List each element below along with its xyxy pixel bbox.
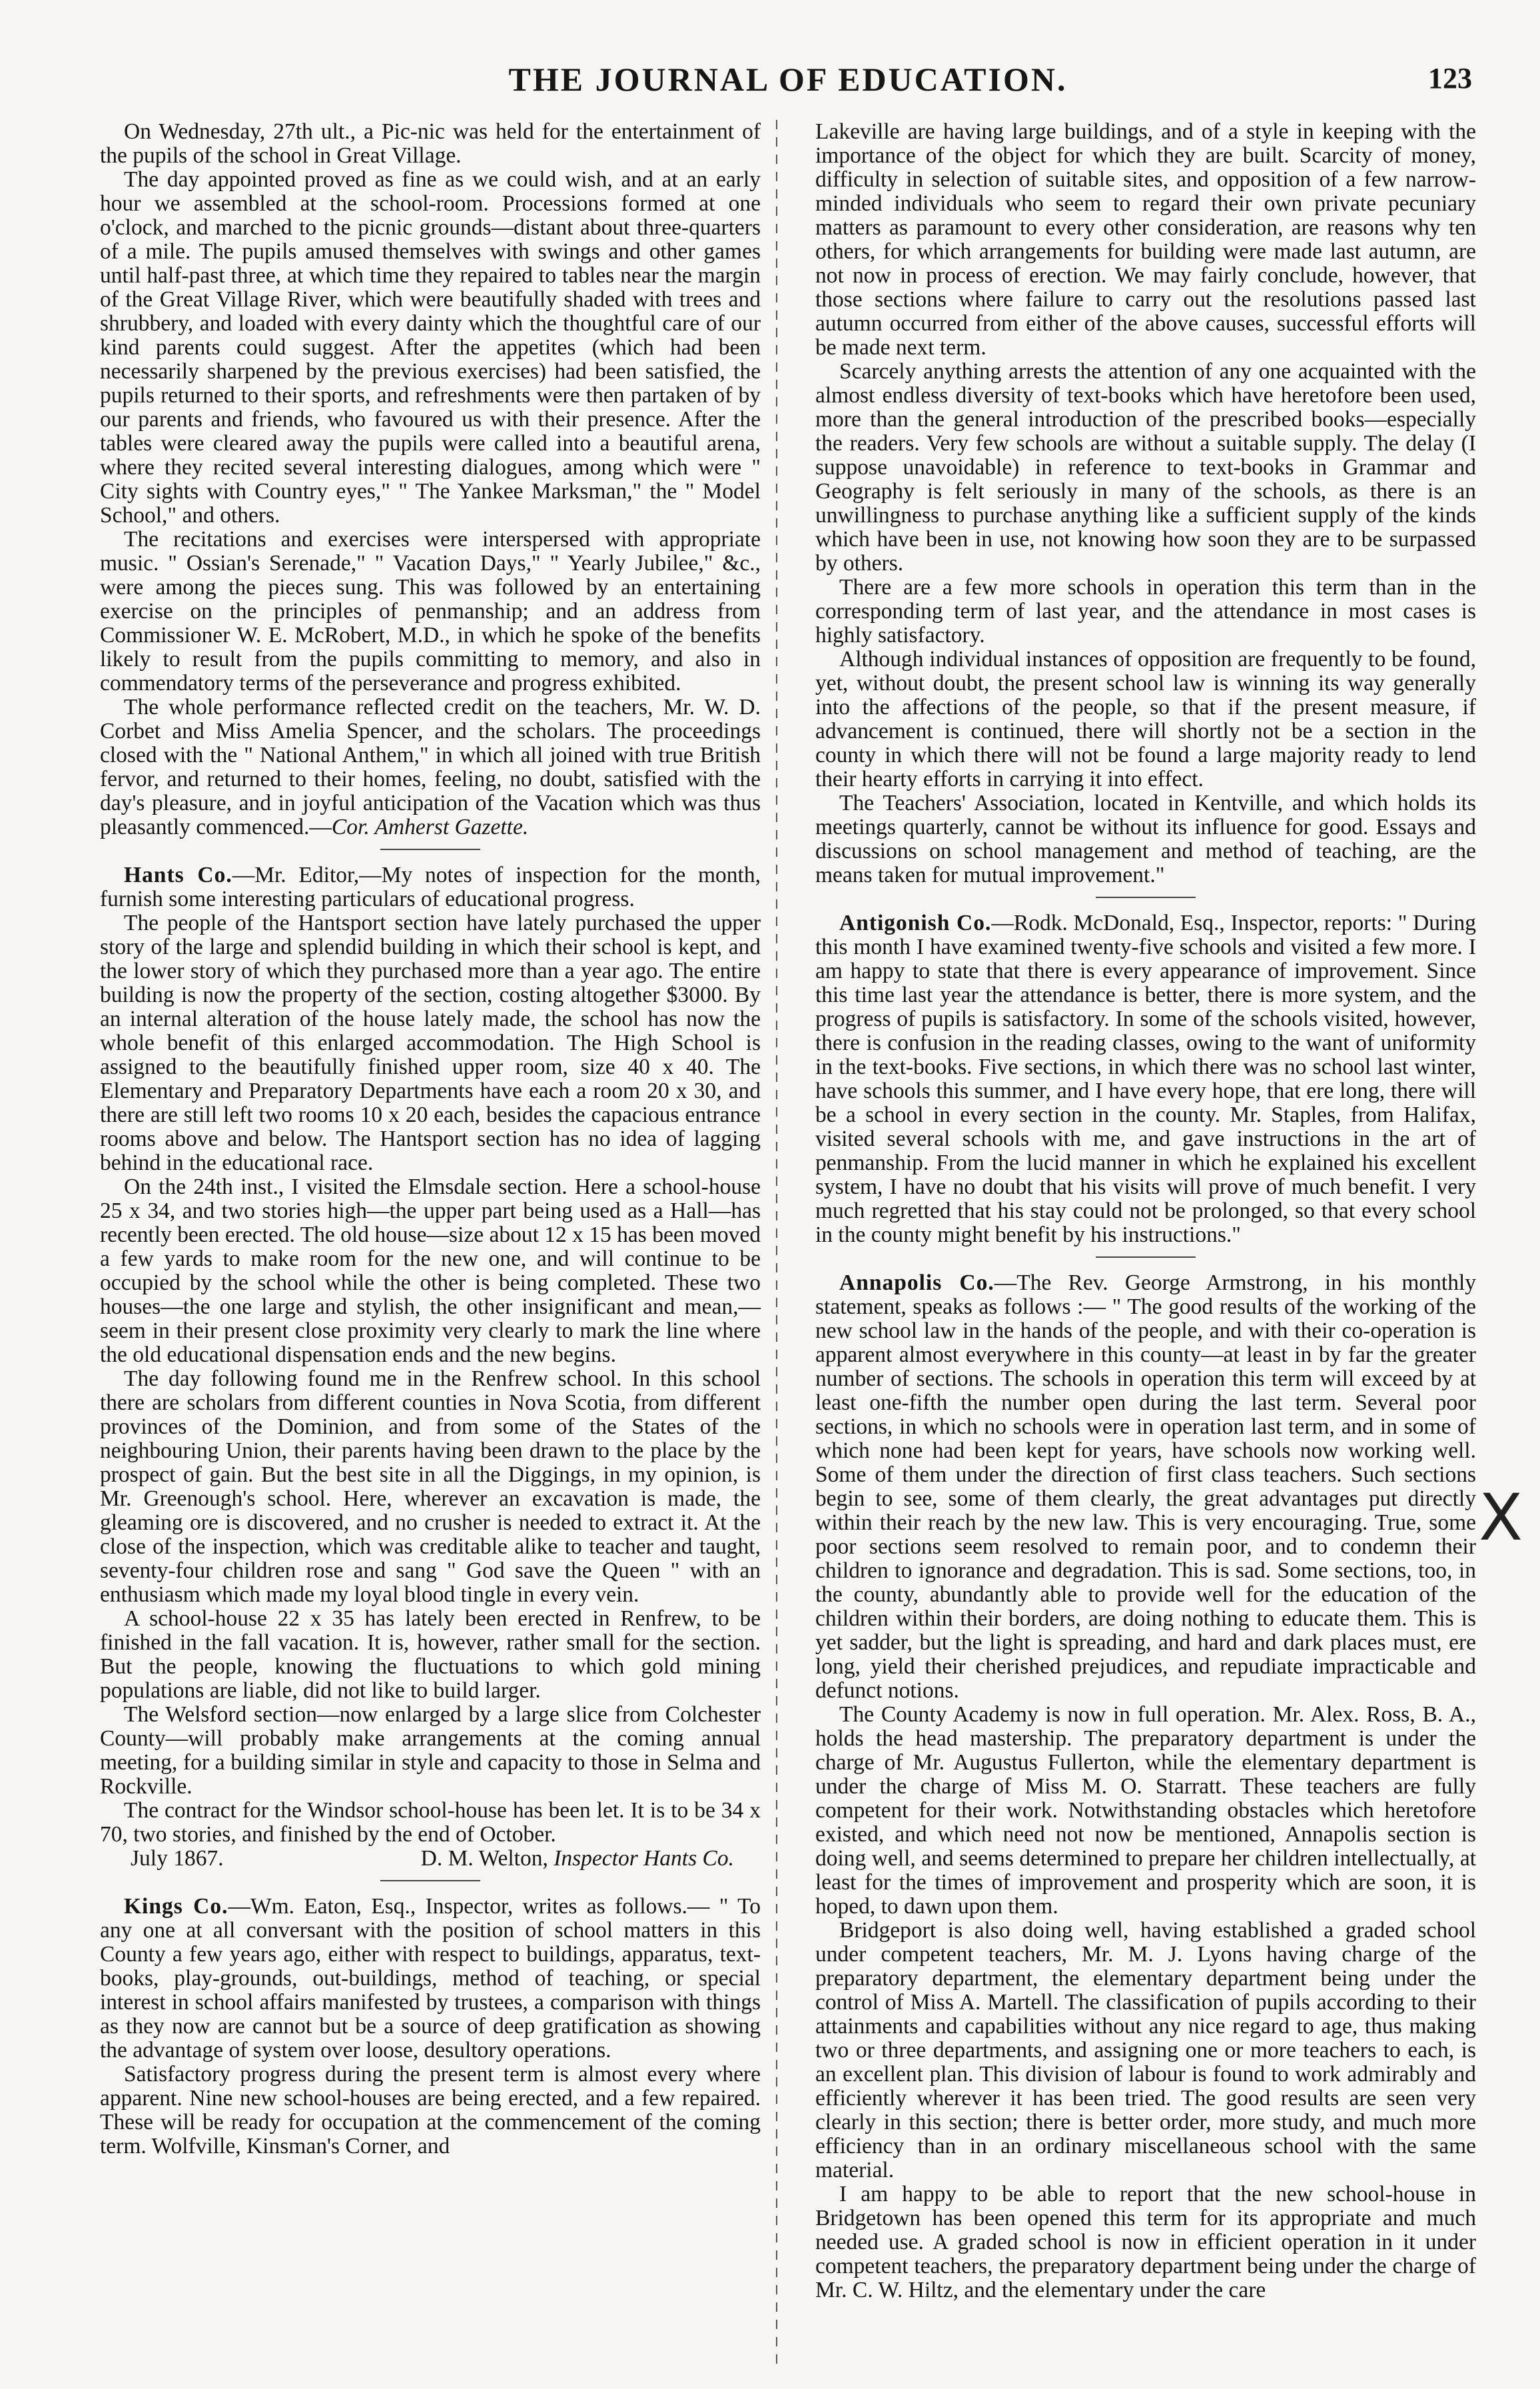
annapolis-report-text: —The Rev. George Armstrong, in his monthly statement, speaks as follows :— " The good results of the working of the new school law in the hands of the people, and with their co-operation is apparent almost everywhere in this county—at least in by far the greater number of sections. The schools in operation this term will exceed by at least one-fifth the number open during the last term. Several poor sections, in which no schools were in operation last term, and in some of which none had been kept for years, have schools now working well. Some of them under the direction of first class teachers. Such sections begin to see, some of them clearly, the great advantages put directly within their reach by the new law. This is very encouraging. True, some poor sections seem resolved to remain poor, and to condemn their children to ignorance and degradation. This is sad. Some sections, too, in the county, abundantly able to provide well for the education of the children within their borders, are doing nothing to educate them. This is yet sadder, but the light is spreading, and hard and dark places must, ere long, yield their cherished prejudices, and repudiate impracticable and defunct notions.	[815, 1270, 1476, 1703]
picnic-paragraph-4	[100, 696, 761, 839]
hants-paragraph-2: The people of the Hantsport section have lately purchased the upper story of the large and splendid building in which their school is kept, and the lower story of which they purchased more than a year ago. The entire building is now the property of the section, costing altogether $3000. By an internal alteration of the house lately made, the school has now the whole benefit of this enlarged accommodation. The High School is assigned to the beautifully finished upper room, size 40 x 40. The Elementary and Preparatory Departments have each a room 20 x 30, and there are still left two rooms 10 x 20 each, besides the capacious entrance rooms above and below. The Hantsport section has no idea of lagging behind in the educational race.	[100, 911, 761, 1175]
annapolis-paragraph-3: Bridgeport is also doing well, having established a graded school under competent teachers, Mr. M. J. Lyons having charge of the preparatory department, the elementary department being under the control of Miss A. Martell. The classification of pupils according to their attainments and capabilities without any nice regard to age, thus making two or three departments, and assigning one or more teachers to each, is an excellent plan. This division of labour is found to work admirably and efficiently wherever it has been tried. The good results are seen very clearly in this section; there is better order, more study, and much more efficiency than in an ordinary miscellaneous school with the same material.	[815, 1918, 1476, 2182]
kings-continued-paragraph-4: Although individual instances of opposition are frequently to be found, yet, without doubt, the present school law is winning its way generally into the affections of the people, so that if the present measure, if advancement is continued, there will shortly not be a section in the county in which there will not be found a large majority ready to lend their hearty efforts in carrying it into effect.	[815, 647, 1476, 791]
antigonish-report-text: —Rodk. McDonald, Esq., Inspector, reports: " During this month I have examined twenty-five schools and visited a few more. I am happy to state that there is every appearance of improvement. Since this time last year the attendance is better, there is more system, and the progress of pupils is satisfactory. In some of the schools visited, however, there is confusion in the reading classes, owing to the want of uniformity in the text-books. Five sections, in which there was no school last winter, have schools this summer, and I have every hope, that ere long, there will be a school in every section in the county. Mr. Staples, from Halifax, visited several schools with me, and gave instructions in the art of penmanship. From the lucid manner in which he explained his excellent system, I have no doubt that his visits will prove of much benefit. I very much regretted that his stay could not be prolonged, so that every school in the county might benefit by his instructions."	[815, 911, 1476, 1247]
picnic-paragraph-1: On Wednesday, 27th ult., a Pic-nic was held for the entertainment of the pupils of the school in Great Village.	[100, 119, 761, 168]
handwritten-margin-mark: X	[1479, 1480, 1523, 1555]
signature-block	[397, 1847, 734, 1871]
article-columns	[100, 119, 1523, 2302]
antigonish-county-heading: Antigonish Co.	[839, 911, 992, 935]
hants-paragraph-3: On the 24th inst., I visited the Elmsdale section. Here a school-house 25 x 34, and two stories high—the upper part being used as a Hall—has recently been erected. The old house—size about 12 x 15 has been moved a few yards to make room for the new one, and will continue to be occupied by the school while the other is being completed. These two houses—the one large and stylish, the other insignificant and mean,—seem in their present close proximity very clearly to mark the line where the old educational dispensation ends and the new begins.	[100, 1175, 761, 1367]
picnic-closing-text: The whole performance reflected credit on the teachers, Mr. W. D. Corbet and Miss Amelia Spencer, and the scholars. The proceedings closed with the " National Anthem," in which all joined with true British fervor, and returned to their homes, feeling, no doubt, satisfied with the day's pleasure, and in joyful anticipation of the Vacation which was thus pleasantly commenced.—	[100, 695, 761, 839]
kings-paragraph-1	[100, 1895, 761, 2063]
kings-continued-paragraph-5: The Teachers' Association, located in Kentville, and which holds its meetings quarterly, cannot be without its influence for good. Essays and discussions on school management and method of teaching, are the means taken for mutual improvement."	[815, 791, 1476, 887]
signature-title: Inspector Hants Co.	[554, 1846, 734, 1871]
hants-intro-text: —Mr. Editor,—My notes of inspection for the month, furnish some interesting particulars of educational progress.	[100, 863, 761, 911]
signature-date: July 1867.	[131, 1846, 224, 1871]
kings-county-heading: Kings Co.	[124, 1894, 228, 1919]
kings-continued-paragraph-3: There are a few more schools in operation this term than in the corresponding term of last year, and the attendance in most cases is highly satisfactory.	[815, 575, 1476, 648]
hants-paragraph-1	[100, 863, 761, 911]
annapolis-paragraph-2: The County Academy is now in full operation. Mr. Alex. Ross, B. A., holds the head mastership. The preparatory department is under the charge of Mr. Augustus Fullerton, while the elementary department is under the charge of Miss M. O. Starratt. These teachers are fully competent for their work. Notwithstanding obstacles which heretofore existed, and which need not now be mentioned, Annapolis section is doing well, and seems determined to prepare her children intellectually, at least for the times of improvement and prosperity which are soon, it is hoped, to dawn upon them.	[815, 1702, 1476, 1919]
picnic-paragraph-2: The day appointed proved as fine as we could wish, and at an early hour we assembled at the school-room. Processions formed at one o'clock, and marched to the picnic grounds—distant about three-quarters of a mile. The pupils amused themselves with swings and other games until half-past three, at which time they repaired to tables near the margin of the Great Village River, which were beautifully shaded with trees and shrubbery, and loaded with every dainty which the thoughtful care of our kind parents could suggest. After the appetites (which had been necessarily sharpened by the previous exercises) had been satisfied, the pupils returned to their sports, and refreshments were then partaken of by our parents and friends, who favoured us with their presence. After the tables were cleared away the pupils were called into a beautiful arena, where they recited several interesting dialogues, among which were " City sights with Country eyes," " The Yankee Marksman," the " Model School," and others.	[100, 167, 761, 528]
hants-signature	[100, 1847, 761, 1871]
section-rule	[1096, 897, 1196, 898]
section-rule	[1096, 1256, 1196, 1258]
hants-county-heading: Hants Co.	[124, 863, 232, 887]
hants-paragraph-4: The day following found me in the Renfrew school. In this school there are scholars from different counties in Nova Scotia, from different provinces of the Dominion, and from some of the States of the neighbouring Union, their parents having been drawn to the place by the prospect of gain. But the best site in all the Diggings, in my opinion, is Mr. Greenough's school. Here, wherever an excavation is made, the gleaming ore is discovered, and no crusher is needed to extract it. At the close of the inspection, which was creditable alike to teacher and taught, seventy-four children rose and sang " God save the Queen " with an enthusiasm which made my loyal blood tingle in every vein.	[100, 1366, 761, 1607]
masthead	[100, 20, 1476, 120]
right-column	[815, 119, 1523, 2302]
hants-paragraph-7: The contract for the Windsor school-house has been let. It is to be 34 x 70, two stories, and finished by the end of October.	[100, 1798, 761, 1847]
section-rule	[380, 1880, 480, 1881]
signature-name: D. M. Welton,	[420, 1846, 548, 1871]
annapolis-county-heading: Annapolis Co.	[839, 1270, 994, 1295]
hants-paragraph-5: A school-house 22 x 35 has lately been erected in Renfrew, to be finished in the fall vacation. It is, however, rather small for the section. But the people, knowing the fluctuations to which gold mining populations are liable, did not like to build larger.	[100, 1606, 761, 1703]
kings-paragraph-2: Satisfactory progress during the present term is almost every where apparent. Nine new school-houses are being erected, and a few repaired. These will be ready for occupation at the commencement of the coming term. Wolfville, Kinsman's Corner, and	[100, 2062, 761, 2158]
page-number: 123	[1428, 62, 1472, 95]
kings-continued-paragraph-1: Lakeville are having large buildings, and of a style in keeping with the importance of the object for which they are built. Scarcity of money, difficulty in selection of suitable sites, and opposition of a few narrow-minded individuals who seem to regard their own private pecuniary matters as paramount to every other consideration, are reasons why ten others, for which arrangements for building were made last autumn, are not now in process of erection. We may fairly conclude, however, that those sections where failure to carry out the resolutions passed last autumn occurred from either of the above causes, successful efforts will be made next term.	[815, 119, 1476, 360]
annapolis-paragraph-1	[815, 1271, 1476, 1703]
annapolis-paragraph-4: I am happy to be able to report that the new school-house in Bridgetown has been opened this term for its appropriate and much needed use. A graded school is now in efficient operation in it under competent teachers, the preparatory department being under the charge of Mr. C. W. Hiltz, and the elementary under the care	[815, 2182, 1476, 2302]
left-column	[100, 120, 761, 2302]
kings-intro-text: —Wm. Eaton, Esq., Inspector, writes as follows.— " To any one at all conversant with the position of school matters in this County a few years ago, either with respect to buildings, apparatus, text-books, play-grounds, out-buildings, method of teaching, or special interest in school affairs manifested by trustees, a comparison with things as they now are cannot but be a source of deep gratification as showing the advantage of system over loose, desultory operations.	[100, 1894, 761, 2063]
kings-continued-paragraph-2: Scarcely anything arrests the attention of any one acquainted with the almost endless diversity of text-books which have heretofore been used, more than the general introduction of the prescribed books—especially the readers. Very few schools are without a suitable supply. The delay (I suppose unavoidable) in reference to text-books in Grammar and Geography is felt seriously in many of the schools, as there is an unwillingness to purchase anything like a sufficient supply of the kinds which have been in use, not knowing how soon they are to be surpassed by others.	[815, 359, 1476, 576]
column-divider	[776, 120, 777, 2372]
picnic-paragraph-3: The recitations and exercises were interspersed with appropriate music. " Ossian's Serenade," " Vacation Days," " Yearly Jubilee," &c., were among the pieces sung. This was followed by an entertaining exercise on the principles of penmanship; and an address from Commissioner W. E. McRobert, M.D., in which he spoke of the benefits likely to result from the pupils committing to memory, and also in commendatory terms of the perseverance and progress exhibited.	[100, 527, 761, 696]
source-credit: Cor. Amherst Gazette.	[331, 815, 529, 839]
hants-paragraph-6: The Welsford section—now enlarged by a large slice from Colchester County—will probably make arrangements at the coming annual meeting, for a building similar in style and capacity to those in Selma and Rockville.	[100, 1702, 761, 1799]
journal-title: THE JOURNAL OF EDUCATION.	[508, 61, 1068, 98]
section-rule	[380, 849, 480, 850]
antigonish-paragraph	[815, 911, 1476, 1247]
